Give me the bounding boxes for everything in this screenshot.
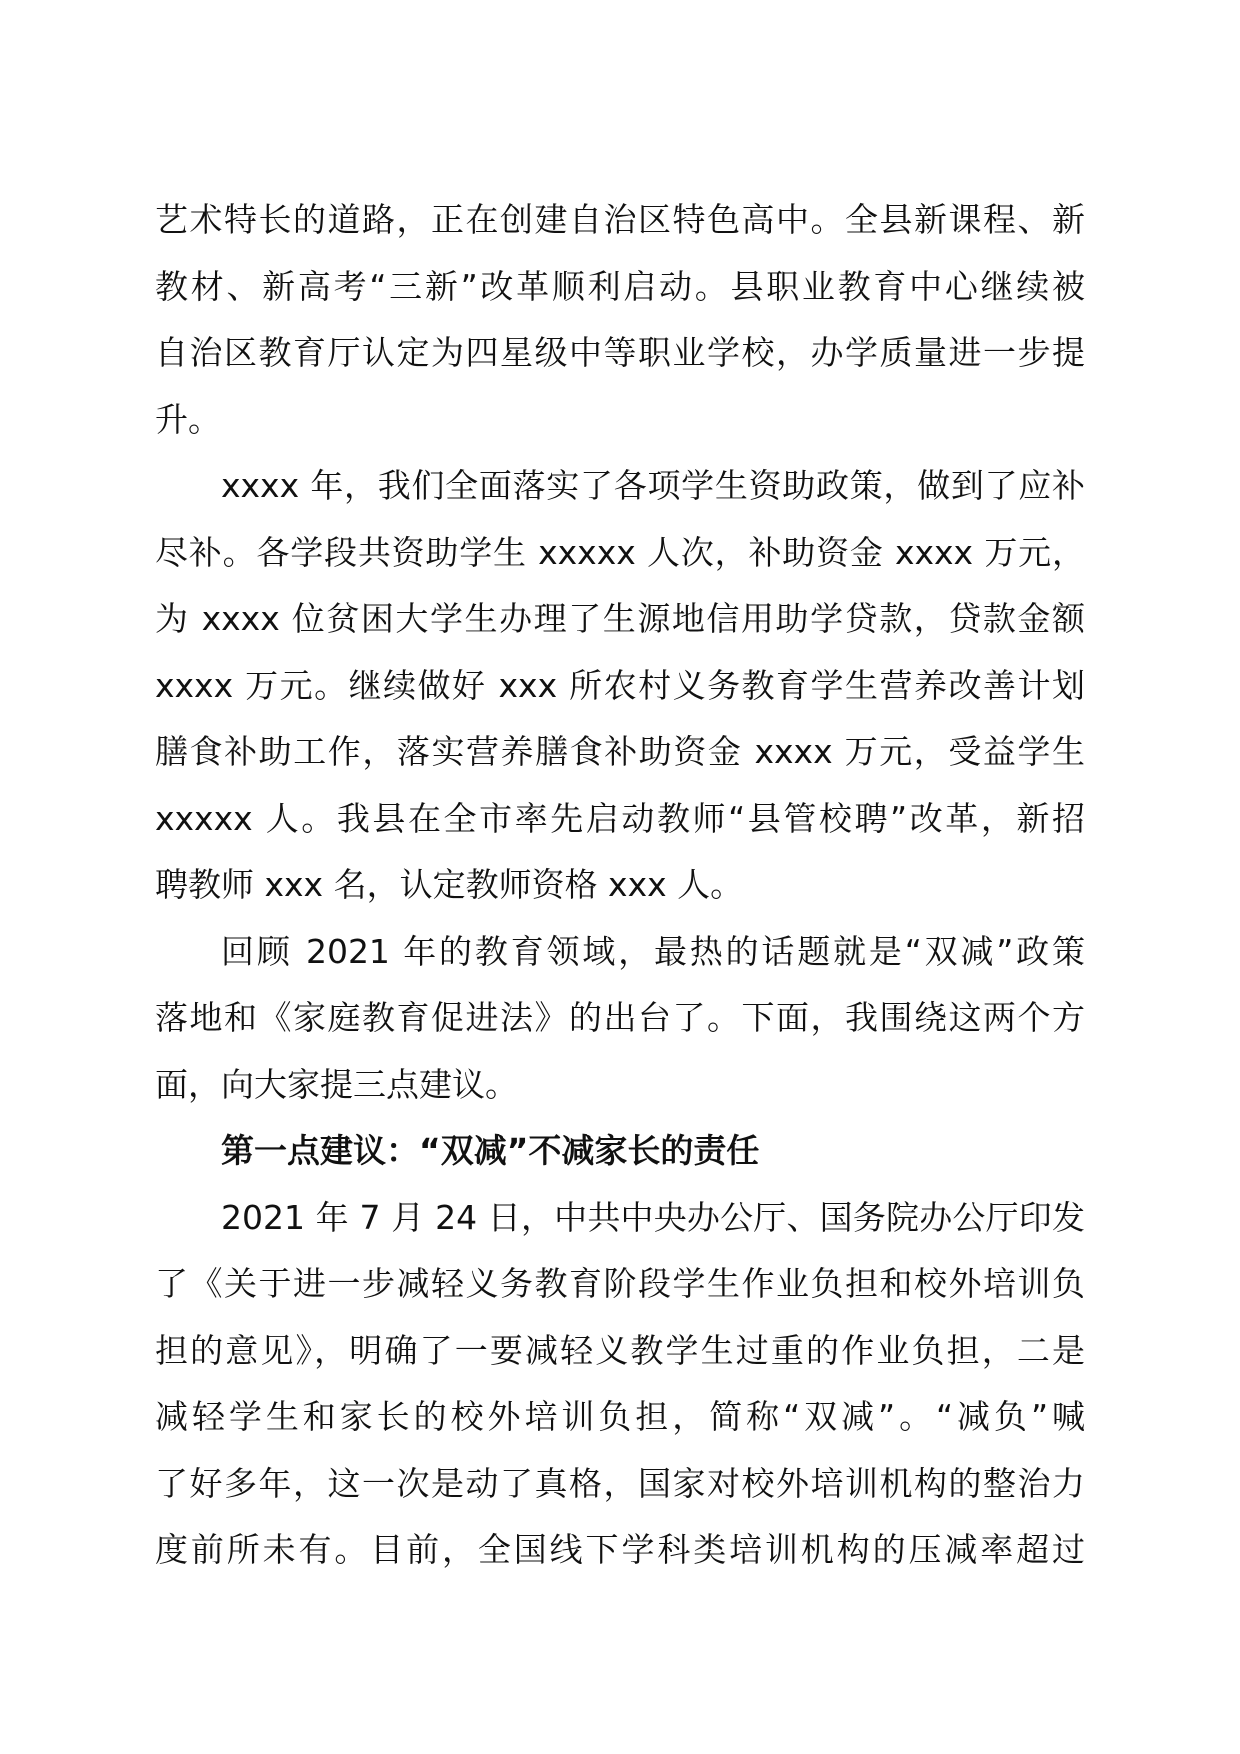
text-line: 担的意见》，明确了一要减轻义教学生过重的作业负担，二是 xyxy=(155,1330,1085,1370)
text-line: 面，向大家提三点建议。 xyxy=(155,1064,518,1104)
body-text xyxy=(155,187,1085,1584)
paragraph-first-line: xxxx 年，我们全面落实了各项学生资助政策，做到了应补 xyxy=(221,466,1085,505)
text-line: 为 xxxx 位贫困大学生办理了生源地信用助学贷款，贷款金额 xyxy=(155,599,1085,638)
text-line: 了好多年，这一次是动了真格，国家对校外培训机构的整治力 xyxy=(155,1463,1085,1503)
text-line: 度前所未有。目前，全国线下学科类培训机构的压减率超过 xyxy=(155,1530,1085,1569)
text-line: 升。 xyxy=(155,399,221,439)
text-line: 了《关于进一步减轻义务教育阶段学生作业负担和校外培训负 xyxy=(155,1264,1085,1303)
text-line: 尽补。各学段共资助学生 xxxxx 人次，补助资金 xxxx 万元， xyxy=(155,532,1085,572)
text-line: xxxx 万元。继续做好 xxx 所农村义务教育学生营养改善计划 xyxy=(155,665,1085,705)
text-line: 膳食补助工作，落实营养膳食补助资金 xxxx 万元，受益学生 xyxy=(155,732,1085,771)
text-line: 减轻学生和家长的校外培训负担，简称“双减”。“减负”喊 xyxy=(155,1397,1085,1436)
text-line: 艺术特长的道路，正在创建自治区特色高中。全县新课程、新 xyxy=(155,200,1085,239)
text-line: xxxxx 人。我县在全市率先启动教师“县管校聘”改革，新招 xyxy=(155,798,1085,838)
paragraph-first-line: 2021 年 7 月 24 日，中共中央办公厅、国务院办公厅印发 xyxy=(221,1197,1085,1237)
section-heading: 第一点建议：“双减”不减家长的责任 xyxy=(221,1131,760,1170)
text-line: 聘教师 xxx 名，认定教师资格 xxx 人。 xyxy=(155,865,744,904)
text-line: 教材、新高考“三新”改革顺利启动。县职业教育中心继续被 xyxy=(155,266,1085,306)
text-line: 落地和《家庭教育促进法》的出台了。下面，我围绕这两个方 xyxy=(155,998,1085,1037)
paragraph-first-line: 回顾 2021 年的教育领域，最热的话题就是“双减”政策 xyxy=(221,931,1085,971)
text-line: 自治区教育厅认定为四星级中等职业学校，办学质量进一步提 xyxy=(155,333,1085,372)
